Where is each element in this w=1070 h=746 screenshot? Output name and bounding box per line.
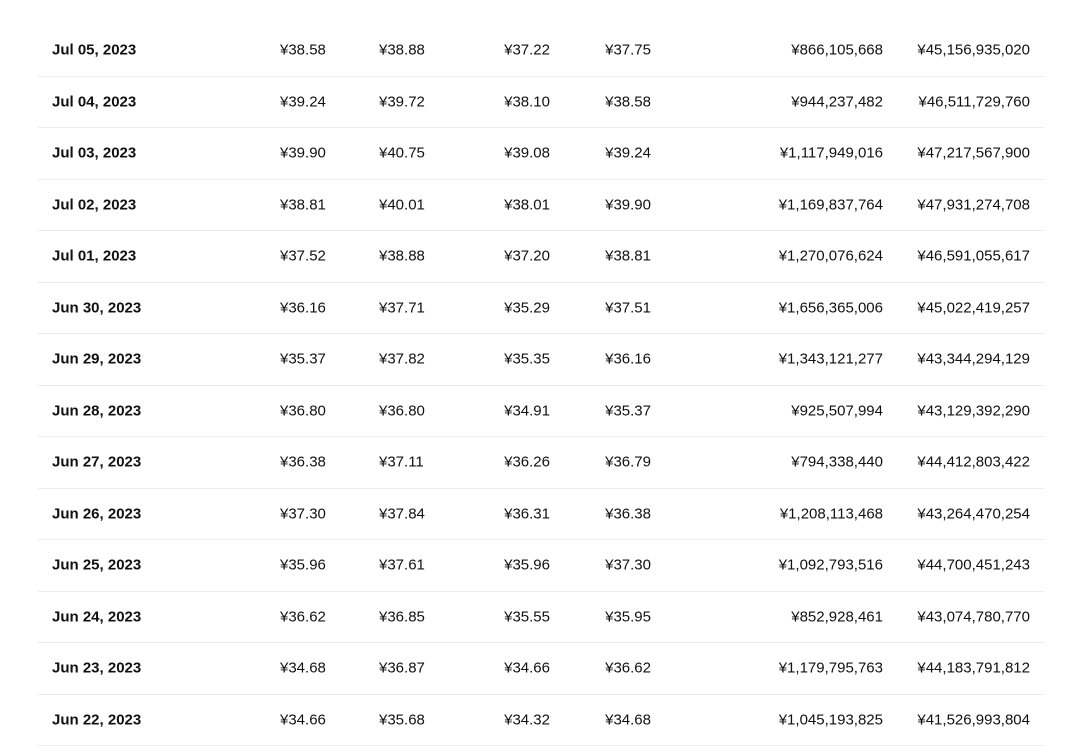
high-price-cell: ¥39.72 <box>379 93 425 110</box>
open-price-cell: ¥36.38 <box>280 454 326 471</box>
close-price-cell: ¥37.30 <box>605 557 651 574</box>
open-price-cell: ¥34.68 <box>280 660 326 677</box>
table-row <box>38 437 1044 489</box>
date-cell: Jun 23, 2023 <box>52 660 141 677</box>
date-cell: Jul 05, 2023 <box>52 42 136 59</box>
close-price-cell: ¥39.24 <box>605 145 651 162</box>
low-price-cell: ¥34.32 <box>504 711 550 728</box>
open-price-cell: ¥37.52 <box>280 248 326 265</box>
high-price-cell: ¥38.88 <box>379 42 425 59</box>
low-price-cell: ¥37.20 <box>504 248 550 265</box>
close-price-cell: ¥34.68 <box>605 711 651 728</box>
date-cell: Jul 02, 2023 <box>52 196 136 213</box>
market-cap-cell: ¥44,183,791,812 <box>917 660 1030 677</box>
volume-cell: ¥1,117,949,016 <box>780 145 883 162</box>
high-price-cell: ¥37.71 <box>379 299 425 316</box>
table-row <box>38 283 1044 335</box>
volume-cell: ¥794,338,440 <box>791 454 883 471</box>
open-price-cell: ¥35.96 <box>280 557 326 574</box>
market-cap-cell: ¥44,700,451,243 <box>917 557 1030 574</box>
high-price-cell: ¥37.61 <box>379 557 425 574</box>
date-cell: Jul 01, 2023 <box>52 248 136 265</box>
low-price-cell: ¥35.29 <box>504 299 550 316</box>
market-cap-cell: ¥46,591,055,617 <box>917 248 1030 265</box>
open-price-cell: ¥36.62 <box>280 608 326 625</box>
volume-cell: ¥866,105,668 <box>791 42 883 59</box>
table-row <box>38 592 1044 644</box>
close-price-cell: ¥35.95 <box>605 608 651 625</box>
table-row <box>38 334 1044 386</box>
high-price-cell: ¥35.68 <box>379 711 425 728</box>
volume-cell: ¥1,169,837,764 <box>779 196 883 213</box>
low-price-cell: ¥36.31 <box>504 505 550 522</box>
close-price-cell: ¥37.75 <box>605 42 651 59</box>
high-price-cell: ¥40.75 <box>379 145 425 162</box>
table-row <box>38 77 1044 129</box>
low-price-cell: ¥38.01 <box>504 196 550 213</box>
date-cell: Jun 29, 2023 <box>52 351 141 368</box>
close-price-cell: ¥38.81 <box>605 248 651 265</box>
close-price-cell: ¥36.79 <box>605 454 651 471</box>
table-row <box>38 489 1044 541</box>
low-price-cell: ¥37.22 <box>504 42 550 59</box>
market-cap-cell: ¥47,931,274,708 <box>917 196 1030 213</box>
market-cap-cell: ¥41,526,993,804 <box>917 711 1030 728</box>
market-cap-cell: ¥44,412,803,422 <box>917 454 1030 471</box>
low-price-cell: ¥36.26 <box>504 454 550 471</box>
high-price-cell: ¥36.85 <box>379 608 425 625</box>
price-history-table <box>38 25 1044 746</box>
volume-cell: ¥852,928,461 <box>791 608 883 625</box>
close-price-cell: ¥35.37 <box>605 402 651 419</box>
close-price-cell: ¥36.38 <box>605 505 651 522</box>
high-price-cell: ¥37.84 <box>379 505 425 522</box>
open-price-cell: ¥39.24 <box>280 93 326 110</box>
open-price-cell: ¥39.90 <box>280 145 326 162</box>
volume-cell: ¥944,237,482 <box>791 93 883 110</box>
high-price-cell: ¥37.11 <box>379 454 424 471</box>
market-cap-cell: ¥45,156,935,020 <box>917 42 1030 59</box>
date-cell: Jun 25, 2023 <box>52 557 141 574</box>
market-cap-cell: ¥47,217,567,900 <box>917 145 1030 162</box>
high-price-cell: ¥40.01 <box>379 196 425 213</box>
volume-cell: ¥1,270,076,624 <box>779 248 883 265</box>
volume-cell: ¥1,208,113,468 <box>780 505 883 522</box>
low-price-cell: ¥39.08 <box>504 145 550 162</box>
high-price-cell: ¥36.80 <box>379 402 425 419</box>
volume-cell: ¥1,179,795,763 <box>779 660 883 677</box>
market-cap-cell: ¥45,022,419,257 <box>917 299 1030 316</box>
low-price-cell: ¥34.66 <box>504 660 550 677</box>
volume-cell: ¥1,092,793,516 <box>779 557 883 574</box>
table-row <box>38 25 1044 77</box>
date-cell: Jun 26, 2023 <box>52 505 141 522</box>
volume-cell: ¥925,507,994 <box>791 402 883 419</box>
market-cap-cell: ¥46,511,729,760 <box>919 93 1031 110</box>
open-price-cell: ¥34.66 <box>280 711 326 728</box>
close-price-cell: ¥37.51 <box>605 299 651 316</box>
table-row <box>38 695 1044 746</box>
date-cell: Jun 27, 2023 <box>52 454 141 471</box>
low-price-cell: ¥34.91 <box>504 402 550 419</box>
date-cell: Jun 24, 2023 <box>52 608 141 625</box>
market-cap-cell: ¥43,344,294,129 <box>917 351 1030 368</box>
date-cell: Jun 28, 2023 <box>52 402 141 419</box>
table-row <box>38 128 1044 180</box>
open-price-cell: ¥37.30 <box>280 505 326 522</box>
volume-cell: ¥1,343,121,277 <box>779 351 883 368</box>
volume-cell: ¥1,045,193,825 <box>779 711 883 728</box>
date-cell: Jul 03, 2023 <box>52 145 136 162</box>
date-cell: Jul 04, 2023 <box>52 93 136 110</box>
low-price-cell: ¥35.96 <box>504 557 550 574</box>
low-price-cell: ¥35.55 <box>504 608 550 625</box>
low-price-cell: ¥35.35 <box>504 351 550 368</box>
table-row <box>38 643 1044 695</box>
open-price-cell: ¥36.80 <box>280 402 326 419</box>
high-price-cell: ¥38.88 <box>379 248 425 265</box>
high-price-cell: ¥37.82 <box>379 351 425 368</box>
date-cell: Jun 30, 2023 <box>52 299 141 316</box>
table-row <box>38 180 1044 232</box>
table-row <box>38 231 1044 283</box>
volume-cell: ¥1,656,365,006 <box>779 299 883 316</box>
open-price-cell: ¥38.81 <box>280 196 326 213</box>
low-price-cell: ¥38.10 <box>504 93 550 110</box>
close-price-cell: ¥38.58 <box>605 93 651 110</box>
table-row <box>38 386 1044 438</box>
table-row <box>38 540 1044 592</box>
date-cell: Jun 22, 2023 <box>52 711 141 728</box>
market-cap-cell: ¥43,074,780,770 <box>917 608 1030 625</box>
open-price-cell: ¥36.16 <box>280 299 326 316</box>
market-cap-cell: ¥43,264,470,254 <box>917 505 1030 522</box>
high-price-cell: ¥36.87 <box>379 660 425 677</box>
close-price-cell: ¥39.90 <box>605 196 651 213</box>
open-price-cell: ¥38.58 <box>280 42 326 59</box>
market-cap-cell: ¥43,129,392,290 <box>917 402 1030 419</box>
open-price-cell: ¥35.37 <box>280 351 326 368</box>
close-price-cell: ¥36.16 <box>605 351 651 368</box>
close-price-cell: ¥36.62 <box>605 660 651 677</box>
